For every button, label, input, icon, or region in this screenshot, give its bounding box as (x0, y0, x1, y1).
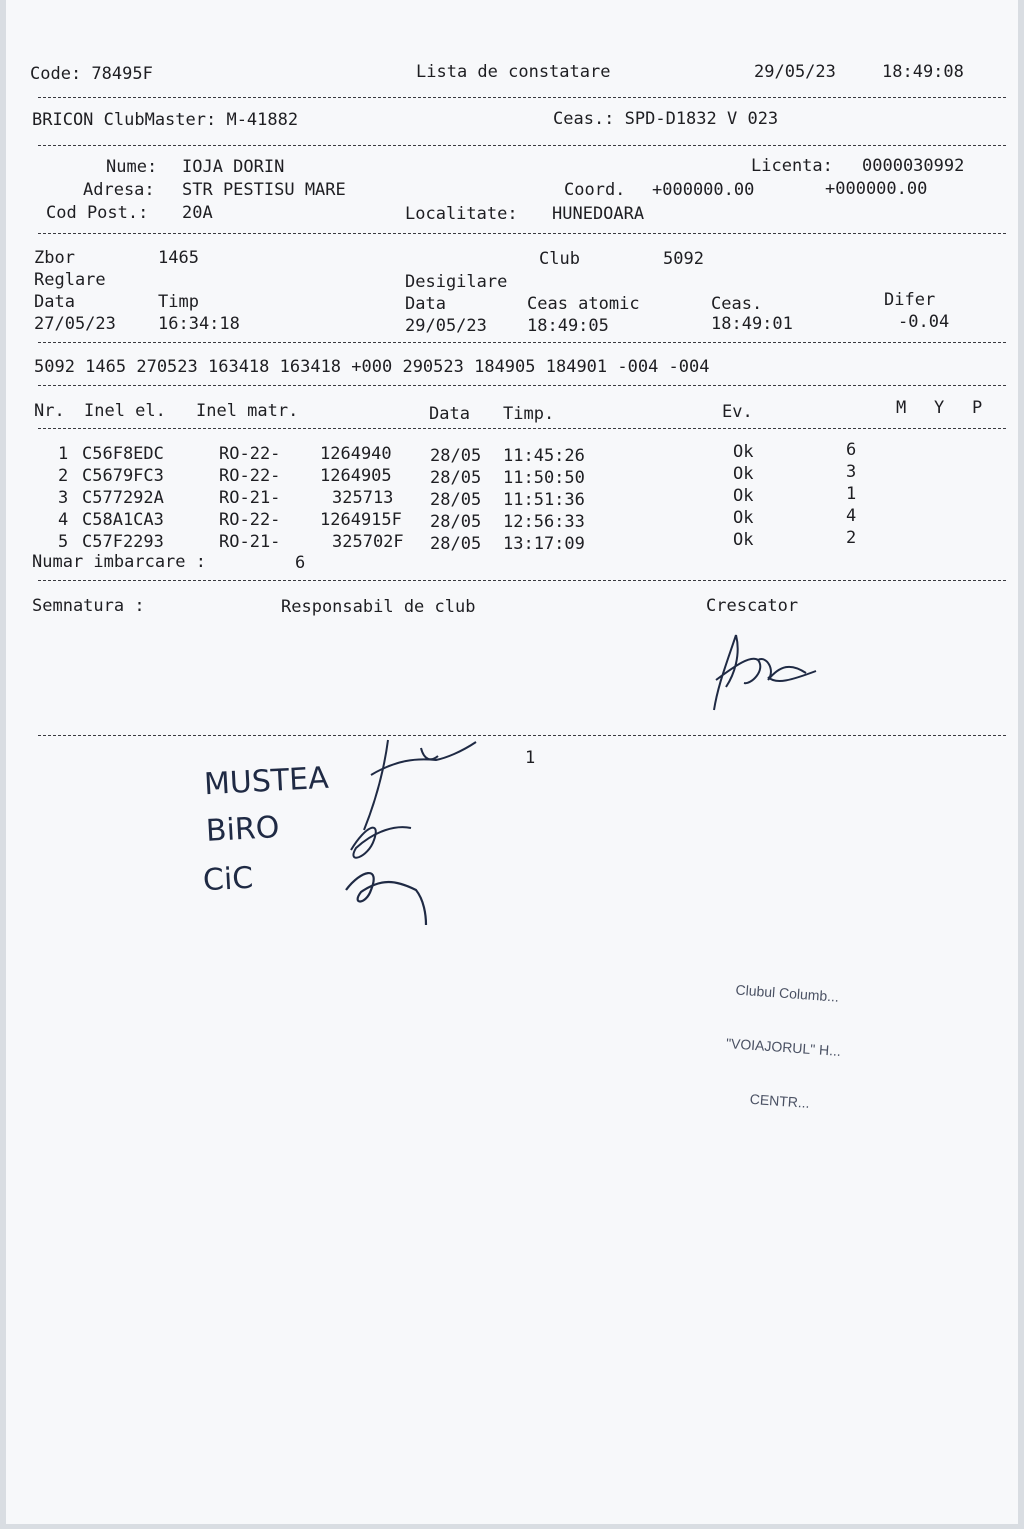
col-inel-matr: Inel matr. (196, 401, 299, 421)
license-number: 0000030992 (862, 156, 965, 176)
row-ring-prefix: RO-22- (219, 466, 281, 486)
clubmaster-id: BRICON ClubMaster: M-41882 (32, 110, 299, 130)
report-code: Code: 78495F (30, 64, 153, 84)
row-date: 28/05 (430, 490, 482, 510)
row-inel-el: C5679FC3 (82, 466, 164, 486)
table-row (6, 484, 1018, 510)
col-ev: Ev. (722, 402, 753, 422)
row-m: 2 (846, 528, 857, 548)
table-row (6, 462, 1018, 488)
atomic-clock-label: Ceas atomic (527, 294, 640, 314)
row-m: 6 (846, 440, 857, 460)
col-data: Data (429, 404, 470, 424)
row-nr: 5 (58, 532, 69, 552)
col-p: P (972, 398, 983, 418)
zbor-number: 1465 (158, 248, 199, 268)
separator (38, 428, 1006, 429)
city-label: Localitate: (405, 204, 518, 224)
printed-report-sheet (6, 0, 1018, 1524)
desigilare-label: Desigilare (405, 272, 508, 292)
postal-code: 20A (182, 203, 213, 223)
breeder-label: Crescator (706, 596, 799, 616)
row-inel-matr: 325713 (332, 488, 394, 508)
breeder-signature (696, 625, 826, 720)
table-row (6, 506, 1018, 532)
row-date: 28/05 (430, 468, 482, 488)
col-inel-el: Inel el. (84, 401, 166, 421)
row-ev: Ok (733, 486, 754, 506)
row-inel-matr: 1264940 (320, 444, 392, 464)
coord-x: +000000.00 (652, 180, 755, 200)
col-y: Y (934, 398, 945, 418)
summary-line: 5092 1465 270523 163418 163418 +000 290523 184905 184901 -004 -004 (34, 357, 710, 377)
boarding-count: 6 (295, 553, 306, 573)
club-label: Club (539, 249, 580, 269)
desigilare-date: 29/05/23 (405, 316, 487, 336)
separator (38, 342, 1006, 343)
coord-y: +000000.00 (825, 179, 928, 199)
table-row (6, 440, 1018, 466)
row-nr: 1 (58, 444, 69, 464)
separator (38, 145, 1006, 146)
separator (38, 735, 1006, 736)
row-inel-el: C57F2293 (82, 532, 164, 552)
row-nr: 4 (58, 510, 69, 530)
coord-label: Coord. (564, 180, 626, 200)
zbor-label: Zbor (34, 248, 75, 268)
row-date: 28/05 (430, 446, 482, 466)
owner-address: STR PESTISU MARE (182, 180, 346, 200)
difer-label: Difer (884, 290, 936, 310)
stamp-line: CENTR... (749, 1090, 811, 1111)
page-number: 1 (525, 748, 536, 768)
stamp-line: Clubul Columb... (735, 981, 840, 1005)
handwritten-name: BiRO (205, 810, 281, 849)
row-ring-prefix: RO-21- (219, 532, 281, 552)
table-row (6, 528, 1018, 554)
separator (38, 580, 1006, 581)
row-time: 13:17:09 (503, 534, 585, 554)
clock-id: Ceas.: SPD-D1832 V 023 (553, 109, 779, 129)
owner-name: IOJA DORIN (182, 157, 285, 177)
handwritten-name: CiC (202, 860, 255, 899)
club-stamp (719, 944, 848, 1150)
row-time: 11:51:36 (503, 490, 585, 510)
club-responsible-label: Responsabil de club (281, 597, 476, 617)
separator (38, 233, 1006, 234)
license-label: Licenta: (751, 156, 833, 176)
row-m: 1 (846, 484, 857, 504)
col-timp: Timp. (503, 404, 555, 424)
row-ring-prefix: RO-21- (219, 488, 281, 508)
reglare-date: 27/05/23 (34, 314, 116, 334)
city-name: HUNEDOARA (552, 204, 645, 224)
row-ring-prefix: RO-22- (219, 444, 281, 464)
row-inel-matr: 1264905 (320, 466, 392, 486)
row-m: 4 (846, 506, 857, 526)
row-inel-matr: 325702F (332, 532, 404, 552)
separator (38, 385, 1006, 386)
row-date: 28/05 (430, 512, 482, 532)
row-date: 28/05 (430, 534, 482, 554)
reglare-label: Reglare (34, 270, 106, 290)
report-date: 29/05/23 (754, 62, 836, 82)
row-time: 11:45:26 (503, 446, 585, 466)
report-time: 18:49:08 (882, 62, 964, 82)
row-ev: Ok (733, 464, 754, 484)
row-time: 11:50:50 (503, 468, 585, 488)
row-time: 12:56:33 (503, 512, 585, 532)
row-ev: Ok (733, 442, 754, 462)
postal-label: Cod Post.: (46, 203, 149, 223)
reglare-timp-label: Timp (158, 292, 199, 312)
row-m: 3 (846, 462, 857, 482)
row-ev: Ok (733, 508, 754, 528)
desigilare-data-label: Data (405, 294, 446, 314)
handwritten-signatures (326, 730, 496, 930)
row-nr: 3 (58, 488, 69, 508)
row-inel-el: C56F8EDC (82, 444, 164, 464)
reglare-data-label: Data (34, 292, 75, 312)
name-label: Nume: (106, 157, 158, 177)
clock-label: Ceas. (711, 294, 763, 314)
separator (38, 97, 1006, 98)
atomic-clock-time: 18:49:05 (527, 316, 609, 336)
report-title: Lista de constatare (416, 62, 611, 82)
reglare-time: 16:34:18 (158, 314, 240, 334)
stamp-line: "VOIAJORUL" H... (725, 1035, 842, 1059)
row-ev: Ok (733, 530, 754, 550)
row-inel-matr: 1264915F (320, 510, 402, 530)
row-inel-el: C577292A (82, 488, 164, 508)
clock-time: 18:49:01 (711, 314, 793, 334)
signature-label: Semnatura : (32, 596, 145, 616)
row-nr: 2 (58, 466, 69, 486)
col-nr: Nr. (34, 401, 65, 421)
handwritten-name: MUSTEA (203, 760, 330, 803)
club-number: 5092 (663, 249, 704, 269)
address-label: Adresa: (83, 180, 155, 200)
boarding-label: Numar imbarcare : (32, 552, 206, 572)
difer-value: -0.04 (898, 312, 950, 332)
row-ring-prefix: RO-22- (219, 510, 281, 530)
row-inel-el: C58A1CA3 (82, 510, 164, 530)
col-m: M (896, 398, 907, 418)
